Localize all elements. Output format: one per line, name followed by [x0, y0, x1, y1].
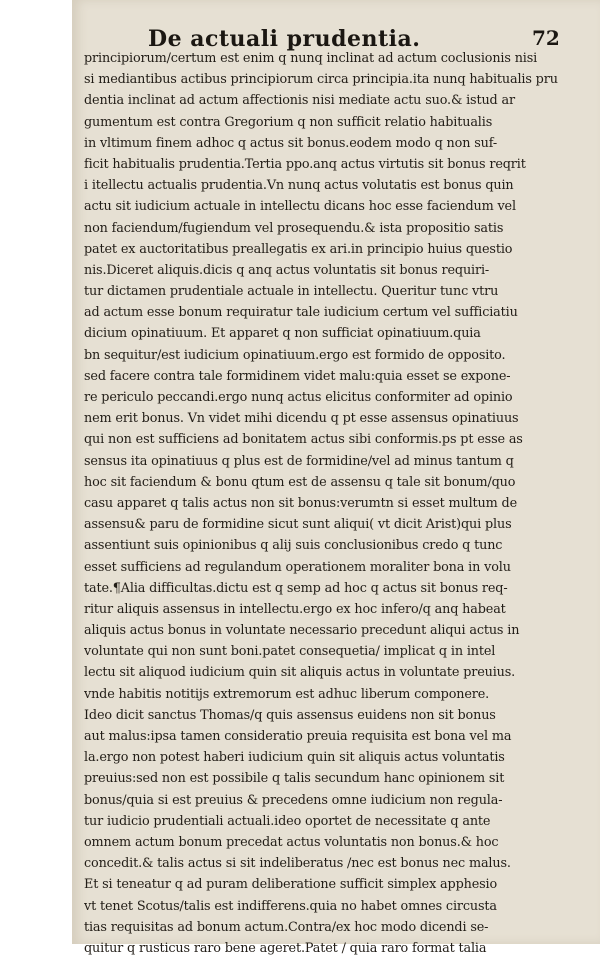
text-line: aliquis actus bonus in voluntate necessario precedunt aliqui actus in	[84, 623, 520, 639]
text-line: omnem actum bonum precedat actus voluntatis non bonus.& hoc	[84, 834, 499, 850]
text-line: non faciendum/fugiendum vel prosequendu.& ista propositio satis	[84, 220, 504, 236]
text-line: sed facere contra tale formidinem videt malu:quia esset se expone-	[84, 368, 511, 384]
folio-number: 72	[532, 26, 560, 50]
text-line: sensus ita opinatiuus q plus est de formidine/vel ad minus tantum q	[84, 453, 514, 469]
text-line: assentiunt suis opinionibus q alij suis conclusionibus credo q tunc	[84, 538, 503, 554]
text-line: lectu sit aliquod iudicium quin sit aliquis actus in voluntate preuius.	[84, 665, 516, 681]
text-line: tias requisitas ad bonum actum.Contra/ex hoc modo dicendi se-	[84, 919, 489, 935]
text-line: preuius:sed non est possibile q talis secundum hanc opinionem sit	[84, 771, 505, 787]
text-line: i itellectu actualis prudentia.Vn nunq actus volutatis est bonus quin	[84, 178, 514, 194]
text-line: qui non est sufficiens ad bonitatem actus sibi conformis.ps pt esse as	[84, 432, 523, 448]
text-line: concedit.& talis actus si sit indeliberatus /nec est bonus nec malus.	[84, 856, 511, 872]
text-line: tate.¶Alia difficultas.dictu est q semp ad hoc q actus sit bonus req-	[84, 580, 508, 596]
text-line: assensu& paru de formidine sicut sunt aliqui( vt dicit Arist)qui plus	[84, 517, 512, 533]
text-line: esset sufficiens ad regulandum operationem moraliter bona in volu	[84, 559, 511, 575]
text-line: patet ex auctoritatibus preallegatis ex ari.in principio huius questio	[84, 241, 513, 257]
text-line: voluntate qui non sunt boni.patet consequetia/ implicat q in intel	[84, 644, 496, 660]
text-line: la.ergo non potest haberi iudicium quin sit aliquis actus voluntatis	[84, 750, 505, 766]
text-line: ritur aliquis assensus in intellectu.ergo ex hoc infero/q anq habeat	[84, 601, 506, 617]
text-line: Et si teneatur q ad puram deliberatione sufficit simplex apphesio	[84, 877, 498, 893]
text-line: ad actum esse bonum requiratur tale iudicium certum vel sufficiatiu	[84, 305, 518, 321]
text-line: dentia inclinat ad actum affectionis nisi mediate actu suo.& istud ar	[84, 93, 515, 109]
text-line: dicium opinatiuum. Et apparet q non sufficiat opinatiuum.quia	[84, 326, 481, 342]
text-line: gumentum est contra Gregorium q non sufficit relatio habitualis	[84, 114, 493, 130]
text-block	[84, 48, 560, 959]
text-line: tur iudicio prudentiali actuali.ideo oportet de necessitate q ante	[84, 813, 491, 829]
text-line: in vltimum finem adhoc q actus sit bonus.eodem modo q non suf-	[84, 135, 498, 151]
text-line: bn sequitur/est iudicium opinatiuum.ergo est formido de opposito.	[84, 347, 506, 363]
text-line: Ideo dicit sanctus Thomas/q quis assensus euidens non sit bonus	[84, 707, 496, 723]
text-line: ficit habitualis prudentia.Tertia ppo.anq actus virtutis sit bonus reqrit	[84, 156, 526, 172]
text-line: nis.Diceret aliquis.dicis q anq actus voluntatis sit bonus requiri-	[84, 262, 490, 278]
text-line: principiorum/certum est enim q nunq inclinat ad actum coclusionis nisi	[84, 51, 538, 66]
text-line: actu sit iudicium actuale in intellectu dicans hoc esse faciendum vel	[84, 199, 516, 215]
text-line: casu apparet q talis actus non sit bonus:verumtn si esset multum de	[84, 495, 518, 511]
running-head: De actuali prudentia.	[148, 26, 421, 52]
text-line: hoc sit faciendum & bonu qtum est de assensu q tale sit bonum/quo	[84, 474, 516, 490]
text-line: re periculo peccandi.ergo nunq actus elicitus conformiter ad opinio	[84, 390, 513, 405]
text-line: nem erit bonus. Vn videt mihi dicendu q pt esse assensus opinatiuus	[84, 411, 519, 427]
text-line: quitur q rusticus raro bene ageret.Patet / quia raro format talia	[84, 940, 487, 956]
text-line: vnde habitis notitijs extremorum est adhuc liberum componere.	[84, 686, 490, 702]
text-line: vt tenet Scotus/talis est indifferens.quia no habet omnes circusta	[84, 898, 497, 914]
text-line: tur dictamen prudentiale actuale in intellectu. Queritur tunc vtru	[84, 284, 499, 300]
text-line: aut malus:ipsa tamen consideratio preuia requisita est bona vel ma	[84, 729, 512, 744]
text-line: si mediantibus actibus principiorum circa principia.ita nunq habitualis pru	[84, 72, 558, 88]
text-line: bonus/quia si est preuius & precedens omne iudicium non regula-	[84, 792, 503, 808]
